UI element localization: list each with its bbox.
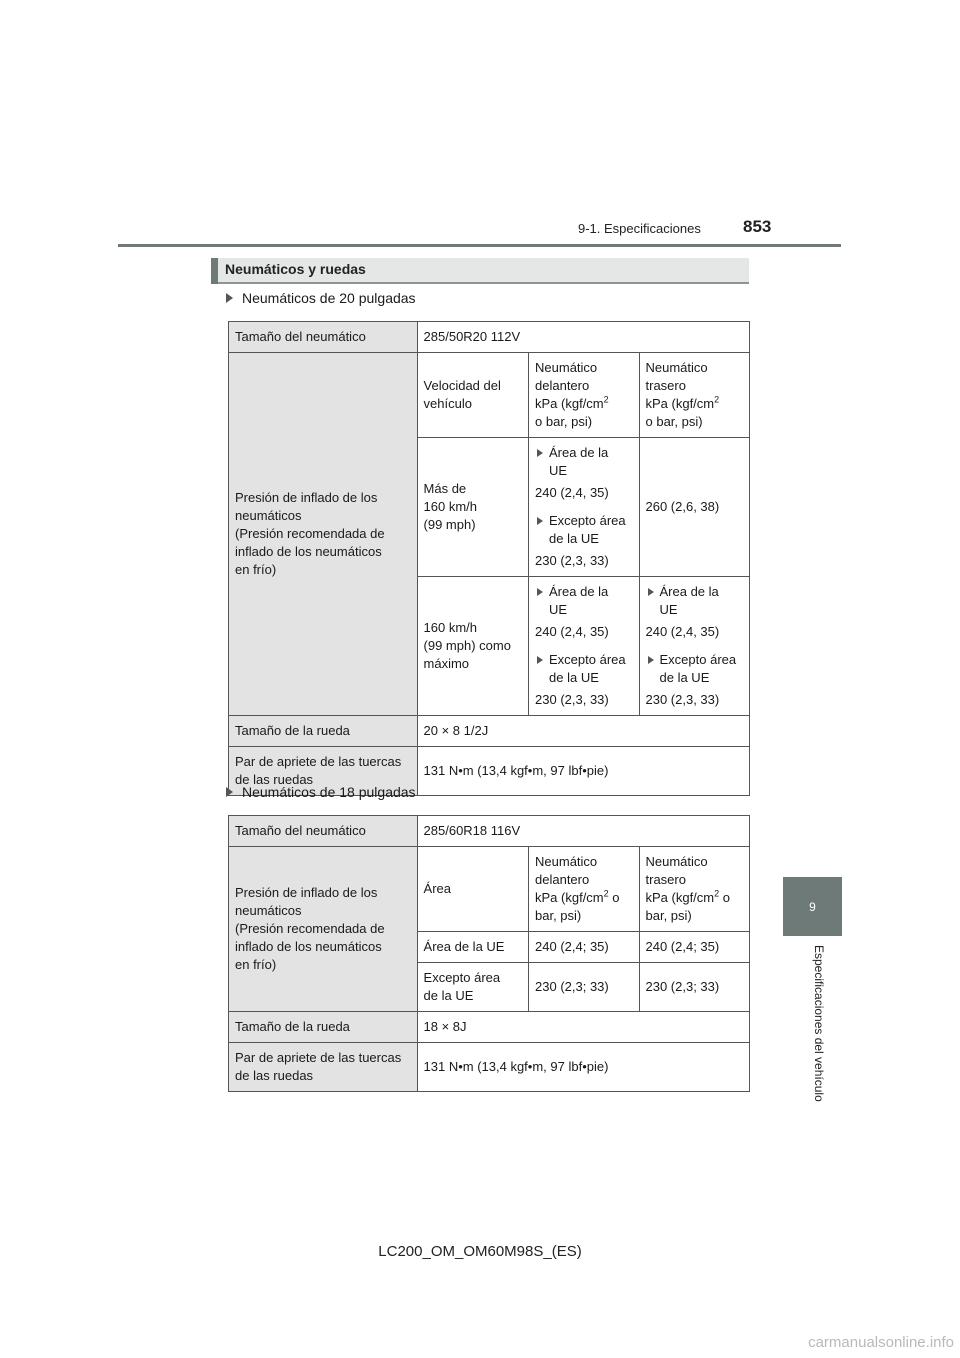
- bullet-text: Excepto área: [549, 513, 626, 528]
- rear-header-line: trasero: [645, 378, 686, 393]
- wheel-size-label: Tamaño de la rueda: [229, 1012, 418, 1043]
- chapter-label: Especificaciones del vehículo: [812, 945, 826, 1102]
- torque-label-line: de las ruedas: [235, 772, 314, 787]
- pressure-label-line: Presión de inflado de los: [235, 490, 378, 505]
- bullet-item: [535, 512, 632, 548]
- rear-header-line: o bar, psi): [645, 414, 703, 429]
- speed-header-line: Velocidad del: [423, 378, 501, 393]
- bullet-text: Área de la: [549, 445, 609, 460]
- area-line: Excepto área: [423, 970, 501, 985]
- triangle-bullet-icon: [537, 588, 543, 596]
- chapter-tab: [783, 877, 842, 936]
- bullet-text: de la UE: [549, 531, 599, 546]
- speed-header-line: vehículo: [423, 396, 472, 411]
- pressure-label-line: Presión de inflado de los: [235, 885, 378, 900]
- speed-line: 160 km/h: [423, 620, 478, 635]
- bullet-text: Área de la: [549, 584, 609, 599]
- tire-size-label: Tamaño del neumático: [229, 322, 418, 353]
- rear-column-header: [639, 847, 750, 932]
- rear-header-line: trasero: [645, 872, 686, 887]
- rear-pressure-other: 230 (2,3; 33): [639, 963, 750, 1012]
- pressure-value: 230 (2,3, 33): [535, 553, 609, 568]
- torque-value: 131 N•m (13,4 kgf•m, 97 lbf•pie): [417, 1043, 749, 1092]
- bullet-item: [535, 583, 632, 619]
- speed-line: (99 mph): [423, 517, 476, 532]
- rear-pressure-over-160: 260 (2,6, 38): [639, 438, 750, 577]
- front-pressure-eu: 240 (2,4; 35): [529, 932, 639, 963]
- bullet-text: UE: [549, 463, 568, 478]
- table-row: [229, 716, 750, 747]
- pressure-value: 240 (2,4, 35): [645, 624, 720, 639]
- speed-max-160: [417, 577, 528, 716]
- front-column-header: [529, 847, 639, 932]
- bullet-text: Excepto área: [549, 652, 626, 667]
- pressure-label-line: inflado de los neumáticos: [235, 939, 382, 954]
- front-header-unit: kPa (kgf/cm: [535, 396, 604, 411]
- pressure-value: 240 (2,4, 35): [535, 624, 609, 639]
- torque-label-line: Par de apriete de las tuercas: [235, 754, 402, 769]
- rear-header-line: Neumático: [645, 360, 708, 375]
- tire-size-value: 285/60R18 116V: [417, 816, 749, 847]
- tire-size-label: Tamaño del neumático: [229, 816, 418, 847]
- front-header-line: Neumático: [535, 854, 598, 869]
- front-pressure-over-160: [529, 438, 639, 577]
- triangle-bullet-icon: [537, 656, 543, 664]
- rear-pressure-eu: 240 (2,4; 35): [639, 932, 750, 963]
- front-header-line: delantero: [535, 872, 590, 887]
- bullet-item: [646, 583, 744, 619]
- triangle-bullet-icon: [537, 449, 543, 457]
- section-header: 9-1. Especificaciones: [578, 221, 701, 236]
- bullet-item: [535, 651, 632, 687]
- bullet-text: UE: [549, 602, 568, 617]
- front-header-unit: o: [612, 890, 620, 905]
- speed-line: 160 km/h: [423, 499, 478, 514]
- pressure-label-line: en frío): [235, 957, 277, 972]
- speed-line: Más de: [423, 481, 467, 496]
- section-title-bar: [211, 258, 749, 284]
- superscript: 2: [603, 394, 609, 405]
- bullet-text: de la UE: [659, 670, 710, 685]
- bullet-item: [535, 444, 632, 480]
- rear-column-header: [639, 353, 750, 438]
- subheading-20-inch: [226, 290, 416, 306]
- bullet-item: [646, 651, 744, 687]
- pressure-label-line: en frío): [235, 562, 277, 577]
- front-header-line: Neumático: [535, 360, 598, 375]
- subheading-18-inch: [226, 784, 416, 800]
- rear-header-unit: kPa (kgf/cm: [645, 890, 715, 905]
- torque-label-line: Par de apriete de las tuercas: [235, 1050, 402, 1065]
- subheading-18-text: Neumáticos de 18 pulgadas: [242, 784, 416, 800]
- tire-size-value: 285/50R20 112V: [417, 322, 749, 353]
- superscript: 2: [714, 394, 720, 405]
- front-header-line: delantero: [535, 378, 590, 393]
- page-number: 853: [743, 217, 772, 236]
- triangle-bullet-icon: [226, 293, 233, 303]
- tire-table-20: [228, 321, 750, 796]
- pressure-label-line: (Presión recomendada de: [235, 921, 385, 936]
- table-row: [229, 847, 750, 932]
- table-row: [229, 353, 750, 438]
- table-row: [229, 1043, 750, 1092]
- front-pressure-other: 230 (2,3; 33): [529, 963, 639, 1012]
- section-title: Neumáticos y ruedas: [225, 261, 366, 277]
- table-row: [229, 322, 750, 353]
- area-column-header: Área: [417, 847, 528, 932]
- chapter-number: 9: [809, 899, 816, 914]
- triangle-bullet-icon: [226, 787, 233, 797]
- triangle-bullet-icon: [648, 656, 654, 664]
- front-pressure-max-160: [529, 577, 639, 716]
- pressure-value: 230 (2,3, 33): [645, 692, 720, 707]
- rear-header-unit: o: [722, 890, 730, 905]
- torque-label: [229, 1043, 418, 1092]
- rear-pressure-max-160: [639, 577, 750, 716]
- speed-line: máximo: [423, 656, 470, 671]
- front-column-header: [529, 353, 639, 438]
- bullet-text: Excepto área: [659, 652, 737, 667]
- watermark: carmanualsonline.info: [808, 1334, 954, 1351]
- rear-header-unit: kPa (kgf/cm: [645, 396, 715, 411]
- pressure-label-line: neumáticos: [235, 508, 302, 523]
- speed-column-header: [417, 353, 528, 438]
- pressure-value: 230 (2,3, 33): [535, 692, 609, 707]
- pressure-label-line: neumáticos: [235, 903, 302, 918]
- triangle-bullet-icon: [537, 517, 543, 525]
- bullet-text: de la UE: [549, 670, 599, 685]
- wheel-size-value: 20 × 8 1/2J: [417, 716, 749, 747]
- superscript: 2: [603, 888, 609, 899]
- bullet-text: UE: [659, 602, 678, 617]
- front-header-line: o bar, psi): [535, 414, 593, 429]
- table-row: [229, 816, 750, 847]
- superscript: 2: [714, 888, 720, 899]
- pressure-label-line: inflado de los neumáticos: [235, 544, 382, 559]
- table-row: [229, 1012, 750, 1043]
- triangle-bullet-icon: [648, 588, 654, 596]
- wheel-size-label: Tamaño de la rueda: [229, 716, 418, 747]
- area-other: [417, 963, 528, 1012]
- speed-over-160: [417, 438, 528, 577]
- tire-table-18: [228, 815, 750, 1092]
- speed-line: (99 mph) como: [423, 638, 511, 653]
- front-header-unit: kPa (kgf/cm: [535, 890, 604, 905]
- rear-header-line: Neumático: [645, 854, 708, 869]
- bullet-text: Área de la: [659, 584, 719, 599]
- torque-value: 131 N•m (13,4 kgf•m, 97 lbf•pie): [417, 747, 749, 796]
- wheel-size-value: 18 × 8J: [417, 1012, 749, 1043]
- document-code: LC200_OM_OM60M98S_(ES): [378, 1243, 582, 1260]
- subheading-20-text: Neumáticos de 20 pulgadas: [242, 290, 416, 306]
- rear-header-line: bar, psi): [645, 908, 692, 923]
- torque-label-line: de las ruedas: [235, 1068, 314, 1083]
- area-eu: Área de la UE: [417, 932, 528, 963]
- area-line: de la UE: [423, 988, 474, 1003]
- pressure-label-line: (Presión recomendada de: [235, 526, 385, 541]
- pressure-label: [229, 353, 418, 716]
- pressure-label: [229, 847, 418, 1012]
- front-header-line: bar, psi): [535, 908, 582, 923]
- header-rule: [118, 244, 841, 247]
- pressure-value: 240 (2,4, 35): [535, 485, 609, 500]
